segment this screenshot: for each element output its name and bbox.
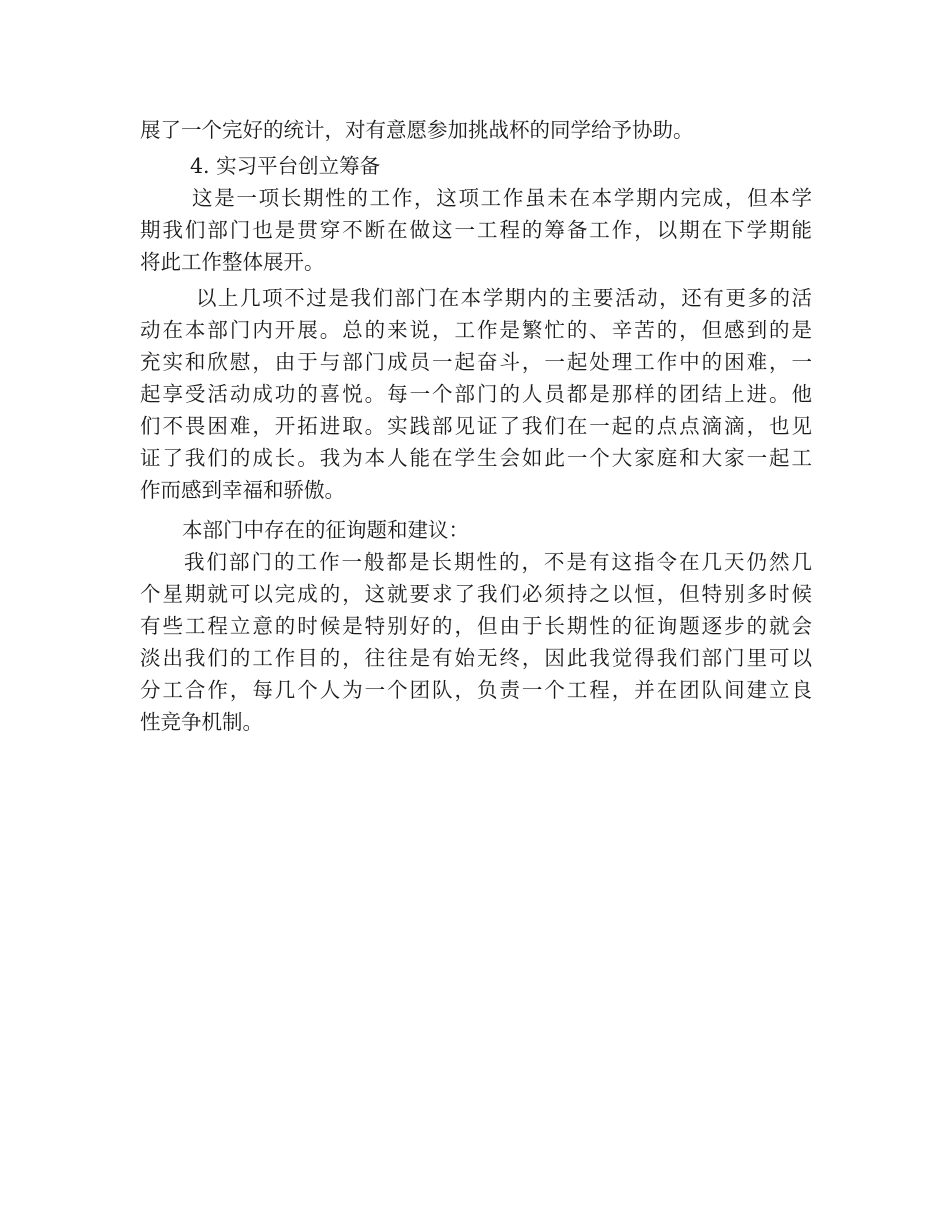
section-heading-internship-platform: [190, 150, 590, 182]
paragraph-internship-platform: [140, 182, 812, 278]
text-line: 起享受活动成功的喜悦。每一个部门的人员都是那样的团结上进。他: [140, 382, 812, 406]
text-line: 淡出我们的工作目的，往往是有始无终，因此我觉得我们部门里可以: [140, 646, 812, 670]
paragraph-stats-continuation: [140, 114, 812, 146]
text-line: 以上几项不过是我们部门在本学期内的主要活动，还有更多的活: [196, 286, 812, 310]
text-line: 期我们部门也是贯穿不断在做这一工程的筹备工作，以期在下学期能: [140, 218, 812, 242]
text-line: 证了我们的成长。我为本人能在学生会如此一个大家庭和大家一起工: [140, 446, 812, 470]
text-line: 个星期就可以完成的，这就要求了我们必须持之以恒，但特别多时候: [140, 582, 812, 606]
text-line: 作而感到幸福和骄傲。: [140, 478, 345, 502]
text-line: 性竞争机制。: [140, 710, 263, 734]
text-line: 们不畏困难，开拓进取。实践部见证了我们在一起的点点滴滴，也见: [140, 414, 812, 438]
text-line: 充实和欣慰，由于与部门成员一起奋斗，一起处理工作中的困难，一: [140, 350, 812, 374]
paragraph-problems-suggestions: [140, 546, 812, 738]
text-line: 展了一个完好的统计，对有意愿参加挑战杯的同学给予协助。: [140, 118, 694, 142]
paragraph-summary: [140, 282, 812, 506]
text-line: 将此工作整体展开。: [140, 250, 325, 274]
heading-text: 本部门中存在的征询题和建议：: [182, 518, 469, 542]
text-line: 有些工程立意的时候是特别好的，但由于长期性的征询题逐步的就会: [140, 614, 812, 638]
text-line: 分工合作，每几个人为一个团队，负责一个工程，并在团队间建立良: [140, 678, 812, 702]
text-line: 我们部门的工作一般都是长期性的，不是有这指令在几天仍然几: [184, 550, 812, 574]
heading-text: 4. 实习平台创立筹备: [190, 154, 381, 178]
text-line: 动在本部门内开展。总的来说，工作是繁忙的、辛苦的，但感到的是: [140, 318, 812, 342]
section-heading-problems-suggestions: [182, 514, 682, 546]
text-line: 这是一项长期性的工作，这项工作虽未在本学期内完成，但本学: [192, 186, 812, 210]
